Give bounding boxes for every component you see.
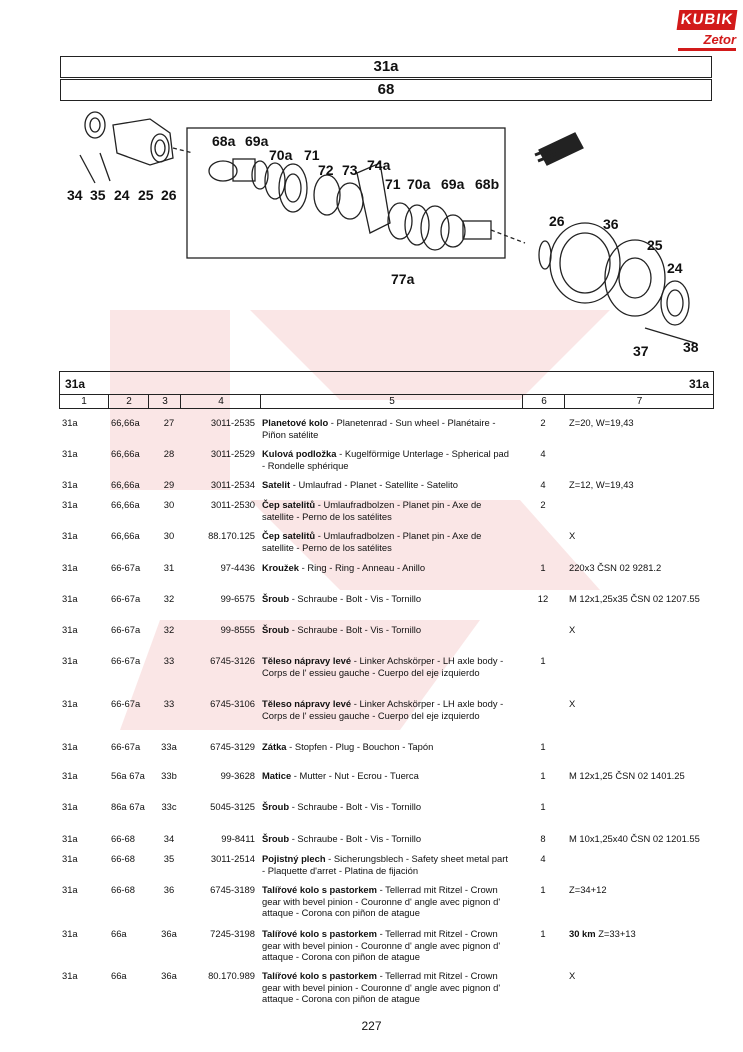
parts-table-header xyxy=(59,371,714,409)
cell-page: 56a 67a xyxy=(111,770,145,781)
cell-qty: 1 xyxy=(540,655,546,666)
cell-page: 66-68 xyxy=(111,833,135,844)
label-71b: 71 xyxy=(385,176,401,192)
col-header-1: 1 xyxy=(81,396,87,407)
label-73: 73 xyxy=(342,162,358,178)
col-header-7: 7 xyxy=(564,395,714,408)
cell-position: 33b xyxy=(161,770,177,781)
cell-group: 31a xyxy=(62,417,78,428)
cell-page: 66-67a xyxy=(111,562,141,573)
cell-group: 31a xyxy=(62,801,78,812)
label-34: 34 xyxy=(67,187,83,203)
cell-description xyxy=(262,624,512,636)
cell-part-number: 3011-2534 xyxy=(210,479,255,490)
cell-name-cz: Talířové kolo s pastorkem xyxy=(262,884,377,895)
cell-name-cz: Šroub xyxy=(262,801,290,812)
label-24-right: 24 xyxy=(667,260,683,276)
cell-description xyxy=(262,928,512,963)
cell-name-cz: Planetové kolo xyxy=(262,417,329,428)
cell-position: 28 xyxy=(163,448,175,459)
cell-group: 31a xyxy=(62,530,78,541)
cell-description xyxy=(262,448,512,471)
label-71: 71 xyxy=(304,147,320,163)
cell-name-cz: Zátka xyxy=(262,741,287,752)
cell-page: 66,66a xyxy=(111,479,140,490)
cell-position: 31 xyxy=(163,562,175,573)
cell-desc-text: - Umlaufradbolzen - Planet pin - Axe de satellite - Perno de los satélites xyxy=(262,499,482,522)
cell-position: 33 xyxy=(163,655,175,666)
cell-group: 31a xyxy=(62,741,78,752)
cell-desc-text: - Ring - Ring - Anneau - Anillo xyxy=(299,562,426,573)
cell-position: 30 xyxy=(163,530,175,541)
label-72: 72 xyxy=(318,162,334,178)
label-25: 25 xyxy=(138,187,154,203)
cell-qty: 2 xyxy=(540,499,546,510)
cell-desc-text: - Tellerrad mit Ritzel - Crown gear with bevel pinion - Couronne d' angle avec pignon d' attaque - Corona con piñon de atague xyxy=(262,884,501,918)
cell-group: 31a xyxy=(62,562,78,573)
kubik-zetor-logo xyxy=(678,10,736,56)
cell-qty: 4 xyxy=(540,448,546,459)
table-group-left: 31a xyxy=(65,377,86,391)
cell-note: X xyxy=(569,530,576,541)
cell-name-cz: Talířové kolo s pastorkem xyxy=(262,928,377,939)
cell-group: 31a xyxy=(62,655,78,666)
cell-qty: 1 xyxy=(540,928,546,939)
cell-part-number: 6745-3106 xyxy=(210,698,255,709)
page-number: 227 xyxy=(361,1019,382,1033)
cell-description xyxy=(262,770,512,782)
cell-desc-text: - Tellerrad mit Ritzel - Crown gear with bevel pinion - Couronne d' angle avec pignon d' attaque - Corona con piñon de atague xyxy=(262,928,501,962)
cell-description xyxy=(262,884,512,919)
cell-desc-text: - Umlaufrad - Planet - Satellite - Satelito xyxy=(290,479,458,490)
cell-group: 31a xyxy=(62,499,78,510)
cell-qty: 8 xyxy=(540,833,546,844)
label-37: 37 xyxy=(633,343,649,359)
cell-description xyxy=(262,970,512,1005)
cell-page: 86a 67a xyxy=(111,801,145,812)
cell-desc-text: - Umlaufradbolzen - Planet pin - Axe de satellite - Perno de los satélites xyxy=(262,530,482,553)
cell-part-number: 80.170.989 xyxy=(208,970,255,981)
cell-group: 31a xyxy=(62,770,78,781)
cell-part-number: 97-4436 xyxy=(220,562,255,573)
cell-position: 34 xyxy=(163,833,175,844)
cell-qty: 2 xyxy=(540,417,546,428)
label-74a: 74a xyxy=(367,157,391,173)
cell-part-number: 3011-2535 xyxy=(210,417,255,428)
cell-group: 31a xyxy=(62,593,78,604)
cell-position: 32 xyxy=(163,624,175,635)
cell-note: 30 km Z=33+13 xyxy=(569,928,636,939)
cell-description xyxy=(262,499,512,522)
label-36: 36 xyxy=(603,216,619,232)
cell-name-cz: Kulová podložka xyxy=(262,448,337,459)
cell-name-cz: Šroub xyxy=(262,624,290,635)
label-26-right: 26 xyxy=(549,213,565,229)
cell-page: 66-68 xyxy=(111,853,135,864)
cell-part-number: 6745-3189 xyxy=(210,884,255,895)
cell-qty: 4 xyxy=(540,853,546,864)
cell-page: 66-68 xyxy=(111,884,135,895)
cell-note: Z=12, W=19,43 xyxy=(569,479,634,490)
cell-desc-text: - Linker Achskörper - LH axle body - Corps de l' essieu gauche - Cuerpo del eje izquierdo xyxy=(262,698,504,721)
cell-desc-text: - Tellerrad mit Ritzel - Crown gear with bevel pinion - Couronne d' angle avec pignon d' attaque - Corona con piñon de atague xyxy=(262,970,501,1004)
cell-page: 66-67a xyxy=(111,655,141,666)
cell-description xyxy=(262,833,512,845)
cell-page: 66,66a xyxy=(111,417,140,428)
cell-position: 36a xyxy=(161,970,177,981)
cell-name-cz: Čep satelitů xyxy=(262,499,316,510)
logo-kubik-text: KUBIK xyxy=(677,10,738,30)
cell-part-number: 6745-3126 xyxy=(210,655,255,666)
cell-description xyxy=(262,853,512,876)
cell-desc-text: - Mutter - Nut - Ecrou - Tuerca xyxy=(291,770,419,781)
cell-position: 27 xyxy=(163,417,175,428)
cell-description xyxy=(262,801,512,813)
label-26: 26 xyxy=(161,187,177,203)
cell-qty: 1 xyxy=(540,884,546,895)
cell-group: 31a xyxy=(62,884,78,895)
cell-page: 66-67a xyxy=(111,741,141,752)
cell-position: 33c xyxy=(161,801,177,812)
table-group-row xyxy=(60,372,713,395)
cell-position: 29 xyxy=(163,479,175,490)
logo-zetor-text: Zetor xyxy=(703,32,736,47)
cell-page: 66,66a xyxy=(111,448,140,459)
cell-name-cz: Čep satelitů xyxy=(262,530,316,541)
label-24: 24 xyxy=(114,187,130,203)
cell-desc-text: - Linker Achskörper - LH axle body - Corps de l' essieu gauche - Cuerpo del eje izquierdo xyxy=(262,655,504,678)
cell-position: 35 xyxy=(163,853,175,864)
cell-note: Z=20, W=19,43 xyxy=(569,417,634,428)
page-ref-header: 68 xyxy=(60,79,712,101)
cell-page: 66a xyxy=(111,970,127,981)
label-68b: 68b xyxy=(475,176,500,192)
cell-name-cz: Šroub xyxy=(262,833,290,844)
cell-position: 33a xyxy=(161,741,177,752)
cell-page: 66-67a xyxy=(111,698,141,709)
cell-description xyxy=(262,562,512,574)
cell-qty: 1 xyxy=(540,562,546,573)
table-group-right: 31a xyxy=(688,377,709,391)
cell-group: 31a xyxy=(62,970,78,981)
exploded-parts-diagram xyxy=(55,103,720,365)
label-68a: 68a xyxy=(212,133,236,149)
cell-part-number: 99-8411 xyxy=(221,833,255,844)
cell-desc-text: - Kugelförmige Unterlage - Spherical pad - Rondelle sphérique xyxy=(262,448,509,471)
label-77a: 77a xyxy=(391,271,415,287)
cell-note: Z=34+12 xyxy=(569,884,607,895)
cell-description xyxy=(262,530,512,553)
cell-name-cz: Těleso nápravy levé xyxy=(262,655,352,666)
col-header-2: 2 xyxy=(108,395,149,408)
cell-note: X xyxy=(569,698,576,709)
cell-name-cz: Těleso nápravy levé xyxy=(262,698,352,709)
cell-name-cz: Talířové kolo s pastorkem xyxy=(262,970,377,981)
cell-desc-text: - Schraube - Bolt - Vis - Tornillo xyxy=(289,593,422,604)
cell-description xyxy=(262,655,512,678)
cell-part-number: 3011-2529 xyxy=(210,448,255,459)
cell-desc-text: - Stopfen - Plug - Bouchon - Tapón xyxy=(286,741,434,752)
cell-name-cz: Pojistný plech xyxy=(262,853,326,864)
cell-position: 32 xyxy=(163,593,175,604)
cell-group: 31a xyxy=(62,448,78,459)
cell-group: 31a xyxy=(62,928,78,939)
label-70a: 70a xyxy=(269,147,293,163)
cell-part-number: 7245-3198 xyxy=(210,928,255,939)
cell-name-cz: Matice xyxy=(262,770,292,781)
cell-group: 31a xyxy=(62,833,78,844)
cell-desc-text: - Schraube - Bolt - Vis - Tornillo xyxy=(289,801,422,812)
cell-note: M 10x1,25x40 ČSN 02 1201.55 xyxy=(569,833,700,844)
cell-part-number: 3011-2514 xyxy=(210,853,255,864)
label-69a: 69a xyxy=(245,133,269,149)
cell-desc-text: - Planetenrad - Sun wheel - Planétaire - Piñon satélite xyxy=(262,417,496,440)
cell-qty: 1 xyxy=(540,770,546,781)
cell-note: M 12x1,25x35 ČSN 02 1207.55 xyxy=(569,593,700,604)
cell-group: 31a xyxy=(62,698,78,709)
cell-qty: 12 xyxy=(537,593,549,604)
label-25-right: 25 xyxy=(647,237,663,253)
cell-description xyxy=(262,479,512,491)
logo-underline xyxy=(678,48,736,51)
cell-page: 66-67a xyxy=(111,593,141,604)
group-header: 31a xyxy=(60,56,712,78)
col-header-5: 5 xyxy=(260,395,523,408)
cell-description xyxy=(262,698,512,721)
cell-desc-text: - Sicherungsblech - Safety sheet metal part - Plaquette d'arret - Platina de fijación xyxy=(262,853,508,876)
cell-part-number: 88.170.125 xyxy=(208,530,255,541)
cell-part-number: 6745-3129 xyxy=(210,741,255,752)
cell-part-number: 5045-3125 xyxy=(210,801,255,812)
cell-note: M 12x1,25 ČSN 02 1401.25 xyxy=(569,770,685,781)
cell-position: 33 xyxy=(163,698,175,709)
cell-note: 220x3 ČSN 02 9281.2 xyxy=(569,562,662,573)
cell-note: X xyxy=(569,624,576,635)
cell-position: 36a xyxy=(161,928,177,939)
col-header-3: 3 xyxy=(148,395,181,408)
cell-page: 66,66a xyxy=(111,499,140,510)
cell-desc-text: - Schraube - Bolt - Vis - Tornillo xyxy=(289,833,422,844)
cell-qty: 1 xyxy=(540,801,546,812)
col-header-4: 4 xyxy=(180,395,261,408)
cell-group: 31a xyxy=(62,479,78,490)
cell-name-cz: Satelit xyxy=(262,479,291,490)
cell-position: 36 xyxy=(163,884,175,895)
table-column-header-row xyxy=(60,395,713,408)
cell-description xyxy=(262,417,512,440)
label-70a-b: 70a xyxy=(407,176,431,192)
cell-part-number: 99-3628 xyxy=(220,770,255,781)
label-69a-b: 69a xyxy=(441,176,465,192)
cell-part-number: 99-8555 xyxy=(220,624,255,635)
cell-description xyxy=(262,593,512,605)
cell-name-cz: Kroužek xyxy=(262,562,299,573)
cell-part-number: 3011-2530 xyxy=(210,499,255,510)
cell-part-number: 99-6575 xyxy=(220,593,255,604)
cell-page: 66a xyxy=(111,928,127,939)
cell-page: 66,66a xyxy=(111,530,140,541)
cell-group: 31a xyxy=(62,853,78,864)
cell-description xyxy=(262,741,512,753)
cell-group: 31a xyxy=(62,624,78,635)
cell-note: X xyxy=(569,970,576,981)
cell-qty: 4 xyxy=(540,479,546,490)
cell-position: 30 xyxy=(163,499,175,510)
col-header-6: 6 xyxy=(522,395,565,408)
cell-name-cz: Šroub xyxy=(262,593,290,604)
label-35: 35 xyxy=(90,187,106,203)
label-38: 38 xyxy=(683,339,699,355)
cell-page: 66-67a xyxy=(111,624,141,635)
cell-qty: 1 xyxy=(540,741,546,752)
cell-desc-text: - Schraube - Bolt - Vis - Tornillo xyxy=(289,624,422,635)
